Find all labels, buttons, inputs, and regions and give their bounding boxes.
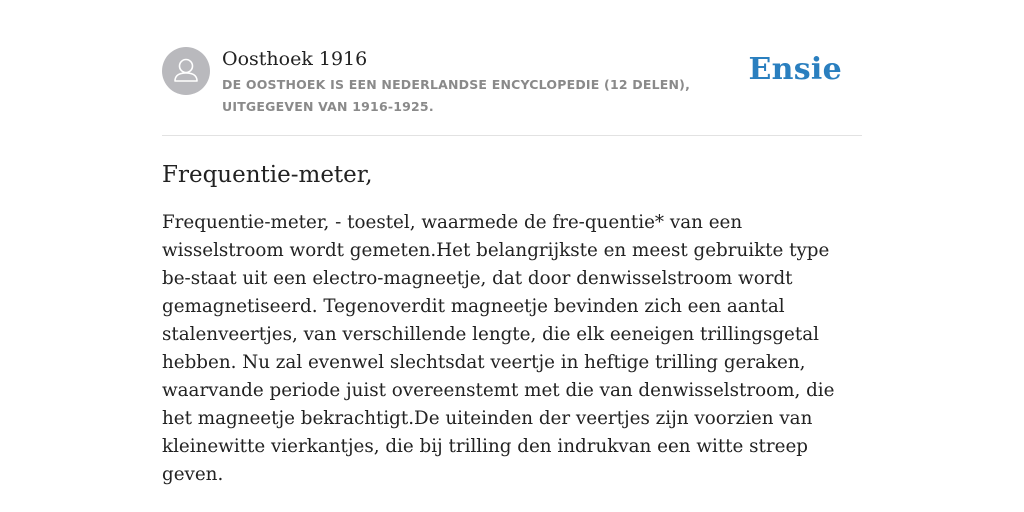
- source-info: [222, 44, 762, 118]
- source-description: DE OOSTHOEK IS EEN NEDERLANDSE ENCYCLOPEDIE (12 DELEN), UITGEGEVEN VAN 1916-1925.: [222, 77, 691, 114]
- entry-body: Frequentie-meter, - toestel, waarmede de fre-quentie* van een wisselstroom wordt gemeten.Het belangrijkste en meest gebruikte type be-staat uit een electro-magneetje, dat door denwisselstroom wordt gemagnetiseerd. Tegenoverdit magneetje bevinden zich een aantal stalenveertjes, van verschillende lengte, die elk eeneigen trillingsgetal hebben. Nu zal evenwel slechtsdat veertje in heftige trilling geraken, waarvande periode juist overeenstemt met die van denwisselstroom, die het magneetje bekrachtigt.De uiteinden der veertjes zijn voorzien van kleinewitte vierkantjes, die bij trilling den indrukvan een witte streep geven.: [162, 212, 835, 485]
- brand-logo[interactable]: Ensie: [748, 52, 842, 87]
- source-header: [162, 44, 862, 136]
- entry-title: Frequentie-meter,: [162, 162, 373, 188]
- user-silhouette-icon: [162, 47, 210, 95]
- source-name[interactable]: Oosthoek 1916: [222, 48, 368, 70]
- entry-card: [162, 44, 862, 489]
